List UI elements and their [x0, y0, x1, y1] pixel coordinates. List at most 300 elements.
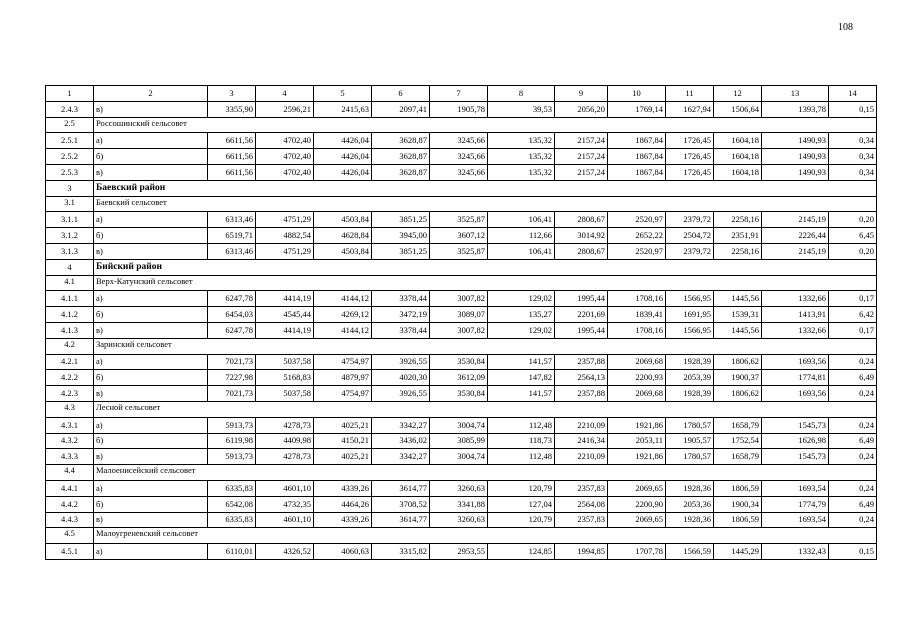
table-cell: 4601,10 — [256, 512, 314, 528]
table-cell: 4601,10 — [256, 480, 314, 496]
table-cell: 120,79 — [488, 512, 555, 528]
table-cell: 2564,08 — [555, 496, 608, 512]
row-code: 4 — [46, 259, 94, 275]
table-cell: 4339,26 — [314, 480, 372, 496]
page-number: 108 — [838, 22, 853, 33]
table-cell: 4545,44 — [256, 307, 314, 323]
table-cell: 4702,40 — [256, 164, 314, 180]
table-cell: 6611,56 — [208, 133, 256, 149]
subsection-row — [46, 117, 877, 133]
table-cell: 141,57 — [488, 386, 555, 402]
table-cell: 2258,16 — [714, 212, 762, 228]
table-cell: 4426,04 — [314, 133, 372, 149]
table-cell: 3014,92 — [555, 228, 608, 244]
row-variant: в) — [94, 243, 208, 259]
row-variant: б) — [94, 496, 208, 512]
table-cell: 5037,58 — [256, 386, 314, 402]
table-cell: 3355,90 — [208, 101, 256, 117]
column-header: 13 — [762, 86, 829, 102]
table-cell: 2379,72 — [666, 243, 714, 259]
table-cell: 129,02 — [488, 291, 555, 307]
table-cell: 3851,25 — [372, 212, 430, 228]
table-cell: 120,79 — [488, 480, 555, 496]
table-cell: 2652,22 — [608, 228, 666, 244]
table-cell: 1604,18 — [714, 164, 762, 180]
table-cell: 2564,13 — [555, 370, 608, 386]
table-cell: 2097,41 — [372, 101, 430, 117]
table-cell: 1445,56 — [714, 291, 762, 307]
table-cell: 2416,34 — [555, 433, 608, 449]
section-row — [46, 180, 877, 196]
row-code: 4.3.1 — [46, 417, 94, 433]
row-code: 2.5 — [46, 117, 94, 133]
table-cell: 3525,87 — [430, 243, 488, 259]
table-cell: 4278,73 — [256, 417, 314, 433]
table-cell: 1445,29 — [714, 544, 762, 560]
table-cell: 1604,18 — [714, 133, 762, 149]
table-cell: 3530,84 — [430, 386, 488, 402]
subsection-row — [46, 401, 877, 417]
row-code: 4.2 — [46, 338, 94, 354]
table-cell: 3708,52 — [372, 496, 430, 512]
table-cell: 2226,44 — [762, 228, 829, 244]
table-cell: 2520,97 — [608, 212, 666, 228]
table-cell: 0,34 — [829, 164, 877, 180]
table-cell: 0,15 — [829, 544, 877, 560]
table-cell: 1566,59 — [666, 544, 714, 560]
table-cell: 4339,26 — [314, 512, 372, 528]
row-code: 4.4.1 — [46, 480, 94, 496]
table-cell: 2357,83 — [555, 512, 608, 528]
table-cell: 5037,58 — [256, 354, 314, 370]
table-cell: 1726,45 — [666, 164, 714, 180]
table-cell: 0,17 — [829, 291, 877, 307]
table-cell: 1806,59 — [714, 512, 762, 528]
table-cell: 135,32 — [488, 133, 555, 149]
table-cell: 2200,93 — [608, 370, 666, 386]
table-cell: 3614,77 — [372, 480, 430, 496]
column-header: 11 — [666, 86, 714, 102]
header-row — [46, 86, 877, 102]
table-cell: 3945,00 — [372, 228, 430, 244]
table-cell: 3245,66 — [430, 133, 488, 149]
table-cell: 6,42 — [829, 307, 877, 323]
table-cell: 3004,74 — [430, 449, 488, 465]
section-title: Баевский район — [94, 180, 877, 196]
row-variant: в) — [94, 322, 208, 338]
table-cell: 1806,62 — [714, 386, 762, 402]
table-cell: 3628,87 — [372, 133, 430, 149]
table-cell: 2200,90 — [608, 496, 666, 512]
table-cell: 1726,45 — [666, 133, 714, 149]
row-variant: в) — [94, 386, 208, 402]
table-row — [46, 164, 877, 180]
table-cell: 4503,84 — [314, 212, 372, 228]
table-row — [46, 307, 877, 323]
column-header: 8 — [488, 86, 555, 102]
table-cell: 1995,44 — [555, 291, 608, 307]
table-cell: 3436,02 — [372, 433, 430, 449]
table-row — [46, 544, 877, 560]
table-cell: 1752,54 — [714, 433, 762, 449]
table-cell: 1332,66 — [762, 291, 829, 307]
column-header: 1 — [46, 86, 94, 102]
table-cell: 4628,84 — [314, 228, 372, 244]
table-row — [46, 370, 877, 386]
row-variant: б) — [94, 433, 208, 449]
subsection-row — [46, 338, 877, 354]
table-row — [46, 386, 877, 402]
table-cell: 1867,84 — [608, 164, 666, 180]
table-cell: 4025,21 — [314, 417, 372, 433]
table-cell: 2157,24 — [555, 164, 608, 180]
row-variant: а) — [94, 212, 208, 228]
table-cell: 112,66 — [488, 228, 555, 244]
table-cell: 6611,56 — [208, 149, 256, 165]
table-cell: 7021,73 — [208, 354, 256, 370]
table-cell: 5913,73 — [208, 417, 256, 433]
row-code: 4.3.2 — [46, 433, 94, 449]
table-cell: 1332,66 — [762, 322, 829, 338]
table-cell: 2504,72 — [666, 228, 714, 244]
table-cell: 1769,14 — [608, 101, 666, 117]
table-cell: 1445,56 — [714, 322, 762, 338]
table-cell: 2596,21 — [256, 101, 314, 117]
table-cell: 6542,08 — [208, 496, 256, 512]
table-cell: 4702,40 — [256, 133, 314, 149]
subsection-title: Малоенисейский сельсовет — [94, 465, 877, 481]
row-variant: а) — [94, 480, 208, 496]
table-cell: 135,32 — [488, 149, 555, 165]
table-cell: 1921,86 — [608, 449, 666, 465]
table-cell: 1693,54 — [762, 512, 829, 528]
row-code: 4.2.2 — [46, 370, 94, 386]
table-row — [46, 354, 877, 370]
table-row — [46, 417, 877, 433]
table-cell: 4464,26 — [314, 496, 372, 512]
table-cell: 4732,35 — [256, 496, 314, 512]
table-cell: 0,24 — [829, 449, 877, 465]
table-cell: 2069,68 — [608, 386, 666, 402]
table-cell: 3851,25 — [372, 243, 430, 259]
table-row — [46, 322, 877, 338]
row-variant: а) — [94, 544, 208, 560]
row-code: 4.5 — [46, 528, 94, 544]
table-cell: 0,20 — [829, 243, 877, 259]
table-cell: 3378,44 — [372, 291, 430, 307]
table-cell: 129,02 — [488, 322, 555, 338]
table-cell: 3472,19 — [372, 307, 430, 323]
row-code: 4.3 — [46, 401, 94, 417]
column-header: 2 — [94, 86, 208, 102]
table-cell: 4503,84 — [314, 243, 372, 259]
row-code: 4.2.3 — [46, 386, 94, 402]
table-cell: 135,27 — [488, 307, 555, 323]
table-cell: 1921,86 — [608, 417, 666, 433]
subsection-row — [46, 275, 877, 291]
table-cell: 2053,36 — [666, 496, 714, 512]
table-cell: 0,17 — [829, 322, 877, 338]
table-cell: 1604,18 — [714, 149, 762, 165]
table-cell: 1332,43 — [762, 544, 829, 560]
subsection-title: Малоугреневский сельсовет — [94, 528, 877, 544]
table-cell: 1393,78 — [762, 101, 829, 117]
table-cell: 5913,73 — [208, 449, 256, 465]
row-code: 4.5.1 — [46, 544, 94, 560]
section-title: Бийский район — [94, 259, 877, 275]
table-cell: 2069,68 — [608, 354, 666, 370]
table-cell: 39,53 — [488, 101, 555, 117]
table-row — [46, 243, 877, 259]
row-code: 4.2.1 — [46, 354, 94, 370]
table-cell: 0,20 — [829, 212, 877, 228]
subsection-title: Лесной сельсовет — [94, 401, 877, 417]
table-row — [46, 212, 877, 228]
table-cell: 6335,83 — [208, 480, 256, 496]
table-cell: 106,41 — [488, 243, 555, 259]
table-cell: 1806,59 — [714, 480, 762, 496]
column-header: 3 — [208, 86, 256, 102]
table-cell: 1413,91 — [762, 307, 829, 323]
row-variant: в) — [94, 449, 208, 465]
table-cell: 1780,57 — [666, 417, 714, 433]
table-cell: 6247,78 — [208, 291, 256, 307]
table-cell: 2145,19 — [762, 243, 829, 259]
row-variant: в) — [94, 164, 208, 180]
table-cell: 4751,29 — [256, 243, 314, 259]
table-cell: 2053,39 — [666, 370, 714, 386]
table-cell: 3089,07 — [430, 307, 488, 323]
table-cell: 1867,84 — [608, 133, 666, 149]
table-cell: 3245,66 — [430, 149, 488, 165]
table-cell: 1658,79 — [714, 417, 762, 433]
table-cell: 1994,85 — [555, 544, 608, 560]
subsection-title: Баевский сельсовет — [94, 196, 877, 212]
table-cell: 2415,63 — [314, 101, 372, 117]
row-variant: б) — [94, 149, 208, 165]
table-cell: 6,49 — [829, 370, 877, 386]
table-cell: 3341,88 — [430, 496, 488, 512]
table-cell: 2357,83 — [555, 480, 608, 496]
table-cell: 4882,54 — [256, 228, 314, 244]
table-cell: 2145,19 — [762, 212, 829, 228]
table-cell: 6611,56 — [208, 164, 256, 180]
table-cell: 1490,93 — [762, 133, 829, 149]
section-row — [46, 259, 877, 275]
table-cell: 4409,98 — [256, 433, 314, 449]
table-cell: 2157,24 — [555, 133, 608, 149]
table-cell: 3007,82 — [430, 322, 488, 338]
table-cell: 106,41 — [488, 212, 555, 228]
table-cell: 0,34 — [829, 149, 877, 165]
table-cell: 0,24 — [829, 417, 877, 433]
table-cell: 3004,74 — [430, 417, 488, 433]
table-cell: 4702,40 — [256, 149, 314, 165]
table-cell: 6,45 — [829, 228, 877, 244]
table-cell: 2357,88 — [555, 386, 608, 402]
table-cell: 118,73 — [488, 433, 555, 449]
table-cell: 3628,87 — [372, 164, 430, 180]
subsection-row — [46, 465, 877, 481]
table-cell: 0,15 — [829, 101, 877, 117]
table-cell: 3085,99 — [430, 433, 488, 449]
table-cell: 4060,63 — [314, 544, 372, 560]
table-cell: 7021,73 — [208, 386, 256, 402]
table-cell: 3607,12 — [430, 228, 488, 244]
table-cell: 6519,71 — [208, 228, 256, 244]
table-cell: 1928,39 — [666, 386, 714, 402]
table-row — [46, 433, 877, 449]
table-row — [46, 449, 877, 465]
table-cell: 1839,41 — [608, 307, 666, 323]
table-cell: 1774,81 — [762, 370, 829, 386]
table-cell: 4144,12 — [314, 291, 372, 307]
table-cell: 4426,04 — [314, 164, 372, 180]
table-cell: 4269,12 — [314, 307, 372, 323]
row-code: 3.1.2 — [46, 228, 94, 244]
table-cell: 7227,98 — [208, 370, 256, 386]
table-cell: 141,57 — [488, 354, 555, 370]
table-cell: 6454,03 — [208, 307, 256, 323]
table-cell: 6313,46 — [208, 212, 256, 228]
row-variant: б) — [94, 370, 208, 386]
row-variant: б) — [94, 307, 208, 323]
table-cell: 3342,27 — [372, 417, 430, 433]
table-cell: 3342,27 — [372, 449, 430, 465]
table-cell: 124,85 — [488, 544, 555, 560]
table-cell: 2953,55 — [430, 544, 488, 560]
row-code: 3.1.1 — [46, 212, 94, 228]
table-cell: 1545,73 — [762, 417, 829, 433]
table-cell: 147,82 — [488, 370, 555, 386]
table-cell: 2210,09 — [555, 417, 608, 433]
row-variant: а) — [94, 291, 208, 307]
table-cell: 4326,52 — [256, 544, 314, 560]
table-cell: 2351,91 — [714, 228, 762, 244]
table-cell: 1774,79 — [762, 496, 829, 512]
table-cell: 6247,78 — [208, 322, 256, 338]
table-cell: 3260,63 — [430, 512, 488, 528]
table-cell: 4414,19 — [256, 322, 314, 338]
data-table — [45, 85, 877, 560]
table-cell: 1658,79 — [714, 449, 762, 465]
table-cell: 1900,34 — [714, 496, 762, 512]
row-code: 4.4.3 — [46, 512, 94, 528]
table-cell: 4025,21 — [314, 449, 372, 465]
table-cell: 4150,21 — [314, 433, 372, 449]
table-row — [46, 291, 877, 307]
row-code: 2.4.3 — [46, 101, 94, 117]
table-cell: 2069,65 — [608, 480, 666, 496]
table-cell: 2056,20 — [555, 101, 608, 117]
table-cell: 4754,97 — [314, 354, 372, 370]
column-header: 7 — [430, 86, 488, 102]
table-cell: 3245,66 — [430, 164, 488, 180]
table-cell: 1566,95 — [666, 322, 714, 338]
column-header: 9 — [555, 86, 608, 102]
subsection-title: Россошинский сельсовет — [94, 117, 877, 133]
table-cell: 1506,64 — [714, 101, 762, 117]
table-row — [46, 512, 877, 528]
table-cell: 3315,82 — [372, 544, 430, 560]
row-code: 4.1.2 — [46, 307, 94, 323]
table-cell: 1490,93 — [762, 164, 829, 180]
table-cell: 2069,65 — [608, 512, 666, 528]
table-cell: 3926,55 — [372, 386, 430, 402]
table-cell: 1905,57 — [666, 433, 714, 449]
table-cell: 3260,63 — [430, 480, 488, 496]
row-variant: а) — [94, 133, 208, 149]
row-code: 4.1.3 — [46, 322, 94, 338]
table-row — [46, 228, 877, 244]
table-cell: 2357,88 — [555, 354, 608, 370]
table-row — [46, 480, 877, 496]
row-code: 3 — [46, 180, 94, 196]
table-cell: 2201,69 — [555, 307, 608, 323]
table-cell: 1708,16 — [608, 291, 666, 307]
table-cell: 1693,54 — [762, 480, 829, 496]
table-cell: 0,24 — [829, 386, 877, 402]
table-cell: 0,34 — [829, 133, 877, 149]
table-cell: 3926,55 — [372, 354, 430, 370]
table-cell: 6335,83 — [208, 512, 256, 528]
row-variant: в) — [94, 101, 208, 117]
column-header: 12 — [714, 86, 762, 102]
row-code: 4.1 — [46, 275, 94, 291]
subsection-row — [46, 196, 877, 212]
table-cell: 1693,56 — [762, 386, 829, 402]
table-cell: 3378,44 — [372, 322, 430, 338]
table-cell: 1708,16 — [608, 322, 666, 338]
table-cell: 2379,72 — [666, 212, 714, 228]
table-cell: 6,49 — [829, 433, 877, 449]
subsection-row — [46, 528, 877, 544]
table-cell: 112,48 — [488, 417, 555, 433]
table-cell: 1780,57 — [666, 449, 714, 465]
table-cell: 1900,37 — [714, 370, 762, 386]
table-cell: 6313,46 — [208, 243, 256, 259]
table-cell: 1626,98 — [762, 433, 829, 449]
table-cell: 4144,12 — [314, 322, 372, 338]
table-cell: 5168,83 — [256, 370, 314, 386]
row-variant: а) — [94, 417, 208, 433]
table-cell: 6119,98 — [208, 433, 256, 449]
table-cell: 135,32 — [488, 164, 555, 180]
row-code: 2.5.2 — [46, 149, 94, 165]
row-code: 2.5.1 — [46, 133, 94, 149]
row-code: 4.4.2 — [46, 496, 94, 512]
row-code: 4.4 — [46, 465, 94, 481]
column-header: 14 — [829, 86, 877, 102]
table-cell: 1867,84 — [608, 149, 666, 165]
table-row — [46, 149, 877, 165]
table-cell: 1566,95 — [666, 291, 714, 307]
table-cell: 0,24 — [829, 480, 877, 496]
subsection-title: Заринский сельсовет — [94, 338, 877, 354]
table-cell: 4754,97 — [314, 386, 372, 402]
row-variant: а) — [94, 354, 208, 370]
row-code: 3.1 — [46, 196, 94, 212]
column-header: 10 — [608, 86, 666, 102]
table-cell: 0,24 — [829, 354, 877, 370]
table-cell: 4879,97 — [314, 370, 372, 386]
row-code: 4.3.3 — [46, 449, 94, 465]
column-header: 5 — [314, 86, 372, 102]
table-cell: 4414,19 — [256, 291, 314, 307]
table-cell: 3525,87 — [430, 212, 488, 228]
table-cell: 6,49 — [829, 496, 877, 512]
table-cell: 3628,87 — [372, 149, 430, 165]
